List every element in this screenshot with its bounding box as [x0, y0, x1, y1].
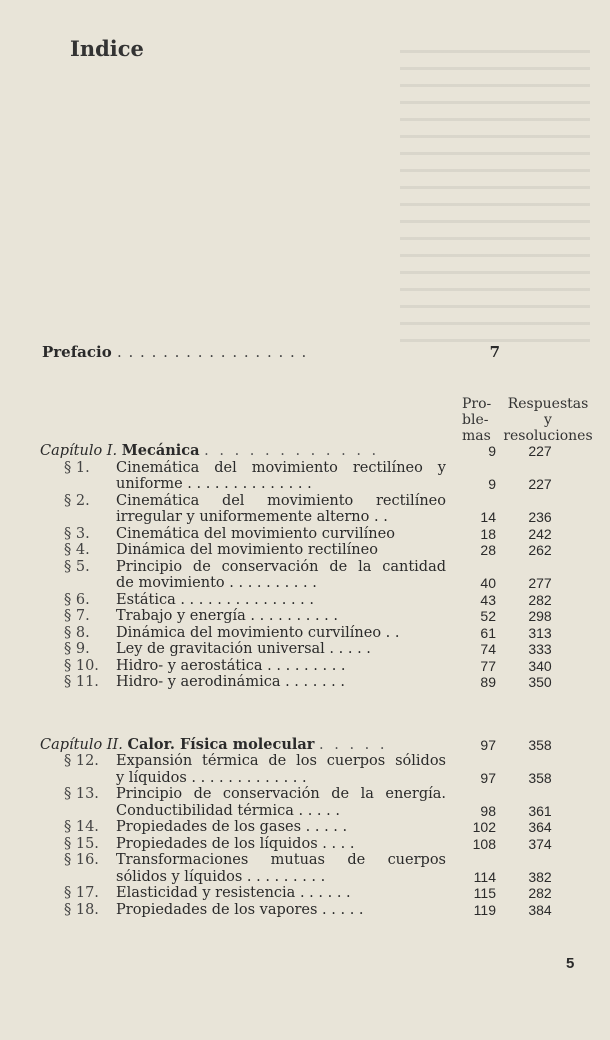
section-title: Ley de gravitación universal . . . . .	[116, 641, 371, 657]
section-number: § 14.	[64, 819, 99, 835]
section-title: Dinámica del movimiento rectilíneo	[116, 542, 378, 558]
problem-page: 97	[480, 769, 496, 786]
prefacio-dots: . . . . . . . . . . . . . . . . .	[116, 343, 308, 361]
problem-page: 77	[480, 657, 496, 674]
toc-entry-line	[40, 625, 560, 642]
toc-entry-line	[40, 852, 560, 869]
section-title: y líquidos . . . . . . . . . . . . .	[116, 769, 307, 786]
section-title: irregular y uniformemente alterno . .	[116, 509, 388, 525]
section-title: uniforme . . . . . . . . . . . . . .	[116, 476, 312, 492]
problem-page: 119	[473, 901, 496, 918]
chapter-prefix: Capítulo I.	[40, 443, 118, 459]
toc-entry-line	[40, 803, 560, 820]
section-title: Hidro- y aerostática . . . . . . . . .	[116, 657, 346, 674]
section-number: § 5.	[64, 558, 90, 575]
toc-entry-line	[40, 542, 560, 559]
section-number: § 18.	[64, 901, 99, 918]
section-title: Principio de conservación de la energía.	[116, 786, 446, 802]
section-title: Cinemática del movimiento curvilíneo	[116, 525, 395, 542]
toc-entry-line	[40, 902, 560, 919]
section-title: Cinemática del movimiento rectilíneo y	[116, 459, 446, 476]
toc-entry-line	[40, 608, 560, 625]
prefacio-label: Prefacio	[42, 343, 112, 361]
chapter-heading-row	[40, 737, 560, 754]
chapter-problem-page: 9	[488, 443, 496, 459]
page-number: 5	[566, 955, 575, 972]
toc-entry-line	[40, 658, 560, 675]
section-number: § 9.	[64, 641, 90, 657]
problem-page: 114	[473, 868, 496, 885]
problem-page: 28	[480, 542, 496, 558]
section-number: § 12.	[64, 753, 99, 769]
toc-entry-line	[40, 770, 560, 787]
problem-page: 40	[480, 575, 496, 591]
chapter-heading-row	[40, 443, 560, 460]
section-number: § 17.	[64, 885, 99, 901]
toc-entry-line	[40, 869, 560, 886]
problem-page: 18	[480, 525, 496, 542]
section-title: de movimiento . . . . . . . . . .	[116, 575, 317, 591]
toc-entry-line	[40, 836, 560, 853]
problem-page: 74	[480, 641, 496, 657]
problem-page: 9	[488, 476, 496, 492]
section-title: Trabajo y energía . . . . . . . . . .	[116, 608, 338, 624]
section-title: Propiedades de los gases . . . . .	[116, 819, 348, 835]
answer-page: 282	[528, 885, 552, 901]
answer-page: 262	[528, 542, 552, 558]
chapter-problem-page: 97	[480, 736, 496, 753]
problem-page: 108	[472, 835, 496, 852]
problem-page: 61	[480, 624, 496, 641]
section-number: § 15.	[64, 835, 99, 852]
page-title: Indice	[70, 36, 144, 61]
col-header-problems: Pro- ble- mas	[462, 396, 492, 444]
answer-page: 364	[528, 819, 552, 835]
section-title: Transformaciones mutuas de cuerpos	[116, 852, 446, 868]
answer-page: 227	[528, 476, 552, 492]
toc-entry-line	[40, 885, 560, 902]
section-title: sólidos y líquidos . . . . . . . . .	[116, 868, 326, 885]
answer-page: 382	[528, 868, 552, 885]
chapter-prefix: Capítulo II.	[40, 736, 123, 753]
problem-page: 14	[480, 509, 496, 525]
prefacio-entry	[42, 343, 502, 361]
toc-entry-line	[40, 641, 560, 658]
toc-entry-line	[40, 753, 560, 770]
section-title: Dinámica del movimiento curvilíneo . .	[116, 624, 400, 641]
section-number: § 8.	[64, 624, 90, 641]
answer-page: 277	[528, 575, 552, 591]
problem-page: 115	[473, 885, 496, 901]
section-title: Hidro- y aerodinámica . . . . . . .	[116, 674, 346, 690]
toc-entry-line	[40, 559, 560, 576]
problem-page: 43	[480, 591, 496, 608]
answer-page: 282	[528, 591, 552, 608]
chapter-dots: . . . . .	[319, 736, 388, 753]
table-of-contents	[40, 443, 560, 918]
section-title: Propiedades de los vapores . . . . .	[116, 901, 364, 918]
answer-page: 384	[528, 901, 552, 918]
chapter-answer-page: 227	[528, 443, 552, 459]
answer-page: 358	[528, 769, 552, 786]
section-number: § 3.	[64, 525, 90, 542]
toc-entry-line	[40, 476, 560, 493]
section-number: § 13.	[64, 786, 99, 802]
section-number: § 16.	[64, 852, 99, 868]
section-title: Principio de conservación de la cantidad	[116, 558, 446, 575]
problem-page: 89	[480, 674, 496, 690]
toc-entry-line	[40, 819, 560, 836]
section-number: § 2.	[64, 492, 90, 509]
section-title: Elasticidad y resistencia . . . . . .	[116, 885, 351, 901]
section-number: § 7.	[64, 608, 90, 624]
toc-entry-line	[40, 786, 560, 803]
answer-page: 236	[528, 509, 552, 525]
toc-entry-line	[40, 493, 560, 510]
section-title: Propiedades de los líquidos . . . .	[116, 835, 355, 852]
chapter-spacer	[40, 691, 560, 737]
answer-page: 350	[528, 674, 552, 690]
toc-entry-line	[40, 526, 560, 543]
section-number: § 6.	[64, 591, 90, 608]
col-header-answers: Respuestas y resoluciones	[503, 396, 593, 444]
section-number: § 10.	[64, 657, 99, 674]
toc-entry-line	[40, 575, 560, 592]
problem-page: 52	[480, 608, 496, 624]
answer-page: 374	[528, 835, 552, 852]
chapter-heading	[40, 737, 440, 753]
chapter-title: Mecánica	[121, 442, 200, 459]
answer-page: 242	[528, 525, 552, 542]
chapter-title: Calor. Física molecular	[127, 735, 315, 753]
toc-entry-line	[40, 460, 560, 477]
answer-page: 361	[528, 802, 552, 819]
section-number: § 1.	[64, 459, 90, 476]
toc-entry-line	[40, 509, 560, 526]
answer-page: 333	[528, 641, 552, 657]
show-through-text	[400, 50, 590, 350]
answer-page: 313	[528, 624, 552, 641]
answer-page: 340	[528, 657, 552, 674]
section-title: Cinemática del movimiento rectilíneo	[116, 492, 446, 509]
problem-page: 102	[472, 819, 496, 835]
section-number: § 4.	[64, 542, 90, 558]
answer-page: 298	[528, 608, 552, 624]
prefacio-page: 7	[489, 343, 500, 361]
toc-entry-line	[40, 674, 560, 691]
section-title: Estática . . . . . . . . . . . . . . .	[116, 591, 315, 608]
section-title: Conductibilidad térmica . . . . .	[116, 802, 340, 819]
chapter-answer-page: 358	[528, 736, 552, 753]
problem-page: 98	[480, 802, 496, 819]
section-title: Expansión térmica de los cuerpos sólidos	[116, 753, 446, 769]
toc-entry-line	[40, 592, 560, 609]
chapter-dots: . . . . . . . . . . . .	[204, 443, 380, 459]
chapter-heading	[40, 443, 440, 459]
section-number: § 11.	[64, 674, 99, 690]
